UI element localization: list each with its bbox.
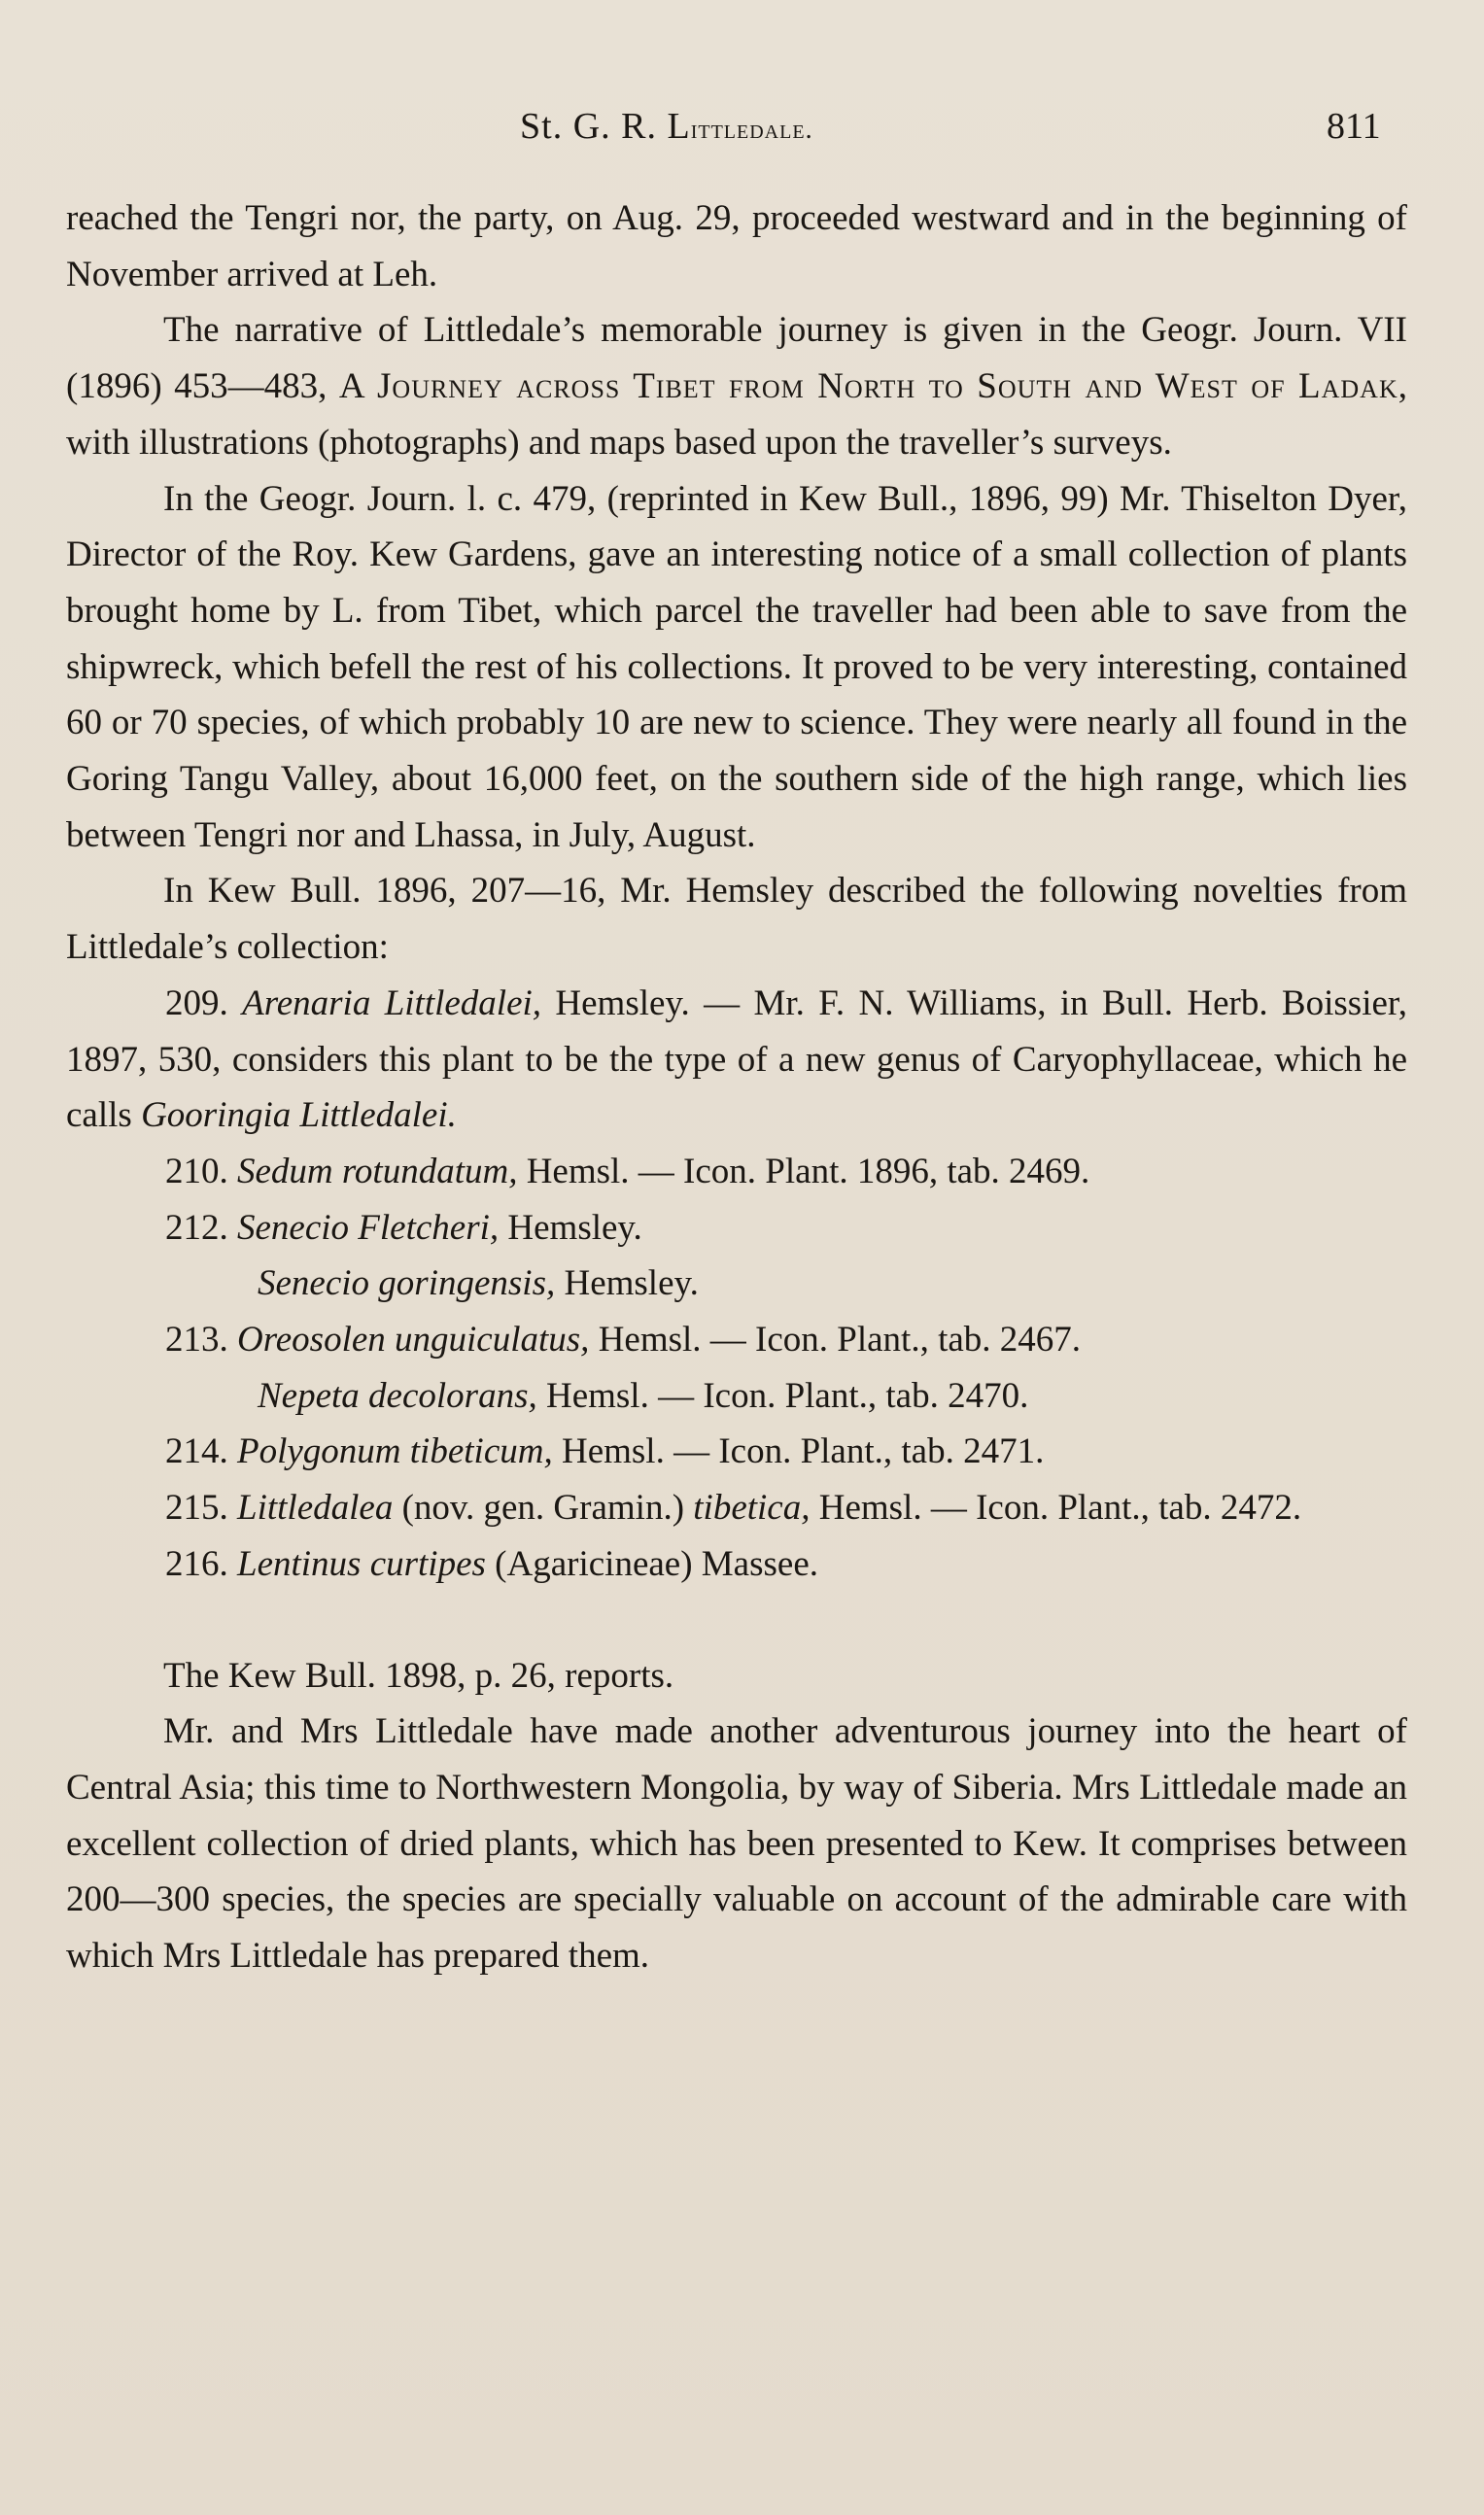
species-name: Senecio goringensis, — [258, 1263, 556, 1304]
narrative-text: The narrative of Littledale’s memorable journey is given in the Geogr. Journ. VII (1896) 453—483, — [66, 310, 1407, 407]
item-number: 209. — [165, 982, 243, 1023]
item-text: (nov. gen. Gramin.) — [393, 1488, 694, 1529]
running-head-small-caps: ittledale. — [690, 114, 813, 145]
species-epithet: tibetica, — [693, 1488, 811, 1529]
paragraph-narrative — [66, 302, 1407, 470]
list-item — [66, 1312, 1407, 1368]
item-text-end: Hemsl. — Icon. Plant., tab. 2472. — [810, 1488, 1302, 1529]
list-item — [66, 1144, 1407, 1200]
running-head — [520, 105, 813, 148]
article-title: A Journey across Tibet from North to South and West of Ladak — [338, 366, 1398, 407]
paragraph-kew-gardens: In the Geogr. Journ. l. c. 479, (reprinted in Kew Bull., 1896, 99) Mr. Thiselton Dyer, Director of the Roy. Kew Gardens, gave an interesting notice of a small collection of plants brought home by L. from Tibet, which parcel the traveller had been able to save from the shipwreck, which befell the rest of his collections. It proved to be very interesting, contained 60 or 70 species, of which probably 10 are new to science. They were nearly all found in the Goring Tangu Valley, about 16,000 feet, on the southern side of the high range, which lies between Tengri nor and Lhassa, in July, August. — [66, 478, 1407, 855]
list-item — [66, 1200, 1407, 1257]
item-text: Hemsl. — Icon. Plant. 1896, tab. 2469. — [517, 1151, 1090, 1191]
narrative-text-end: , with illustrations (photographs) and maps based upon the traveller’s surveys. — [66, 366, 1407, 463]
genus-name: Gooringia Littledalei. — [141, 1095, 457, 1136]
item-text: Hemsley. — Mr. F. N. Williams, in Bull. Herb. Boissier, 1897, 530, considers this plant to be the type of a new genus of Caryophyllaceae, which he calls — [66, 982, 1407, 1136]
list-item — [66, 1480, 1407, 1536]
item-number: 210. — [165, 1151, 237, 1191]
item-number: 214. — [165, 1431, 237, 1472]
page-header — [0, 105, 1484, 154]
species-name: Arenaria Littledalei, — [242, 982, 542, 1023]
list-item — [66, 1424, 1407, 1480]
list-item — [66, 1256, 1407, 1312]
paragraph-hemsley: In Kew Bull. 1896, 207—16, Mr. Hemsley described the following novelties from Littledale’s collection: — [66, 871, 1407, 968]
genus-name: Littledalea — [237, 1488, 394, 1529]
list-item — [66, 1368, 1407, 1425]
species-name: Oreosolen unguiculatus, — [237, 1320, 590, 1361]
section-spacer — [66, 1593, 1407, 1648]
item-text: Hemsley. — [499, 1207, 642, 1248]
body-text — [66, 190, 1407, 1984]
item-number: 213. — [165, 1320, 237, 1361]
item-text: Hemsl. — Icon. Plant., tab. 2470. — [536, 1375, 1029, 1416]
species-name: Senecio Fletcheri, — [237, 1207, 500, 1248]
item-number: 212. — [165, 1207, 237, 1248]
paragraph-kew-bull-1898: The Kew Bull. 1898, p. 26, reports. — [163, 1655, 674, 1696]
paragraph-continuation: reached the Tengri nor, the party, on Aug. 29, proceeded westward and in the beginning of November arrived at Leh. — [66, 198, 1407, 294]
item-text: (Agaricineae) Massee. — [485, 1543, 818, 1584]
species-name: Lentinus curtipes — [237, 1543, 486, 1584]
species-name: Polygonum tibeticum, — [237, 1431, 553, 1472]
item-text: Hemsley. — [555, 1263, 699, 1304]
running-head-text: St. G. R. L — [520, 106, 691, 147]
item-text: Hemsl. — Icon. Plant., tab. 2471. — [552, 1431, 1045, 1472]
list-item — [66, 1536, 1407, 1593]
item-text: Hemsl. — Icon. Plant., tab. 2467. — [589, 1320, 1082, 1361]
page-number: 811 — [1327, 106, 1381, 147]
item-number: 215. — [165, 1488, 237, 1529]
item-number: 216. — [165, 1543, 237, 1584]
paragraph-mongolia-journey: Mr. and Mrs Littledale have made another adventurous journey into the heart of Central Asia; this time to Northwestern Mongolia, by way of Siberia. Mrs Littledale made an excellent collection of dried plants, which has been presented to Kew. It comprises between 200—300 species, the species are specially valuable on account of the admirable care with which Mrs Littledale has prepared them. — [66, 1711, 1407, 1977]
species-name: Nepeta decolorans, — [258, 1375, 537, 1416]
species-name: Sedum rotundatum, — [237, 1151, 518, 1191]
list-item — [66, 976, 1407, 1144]
